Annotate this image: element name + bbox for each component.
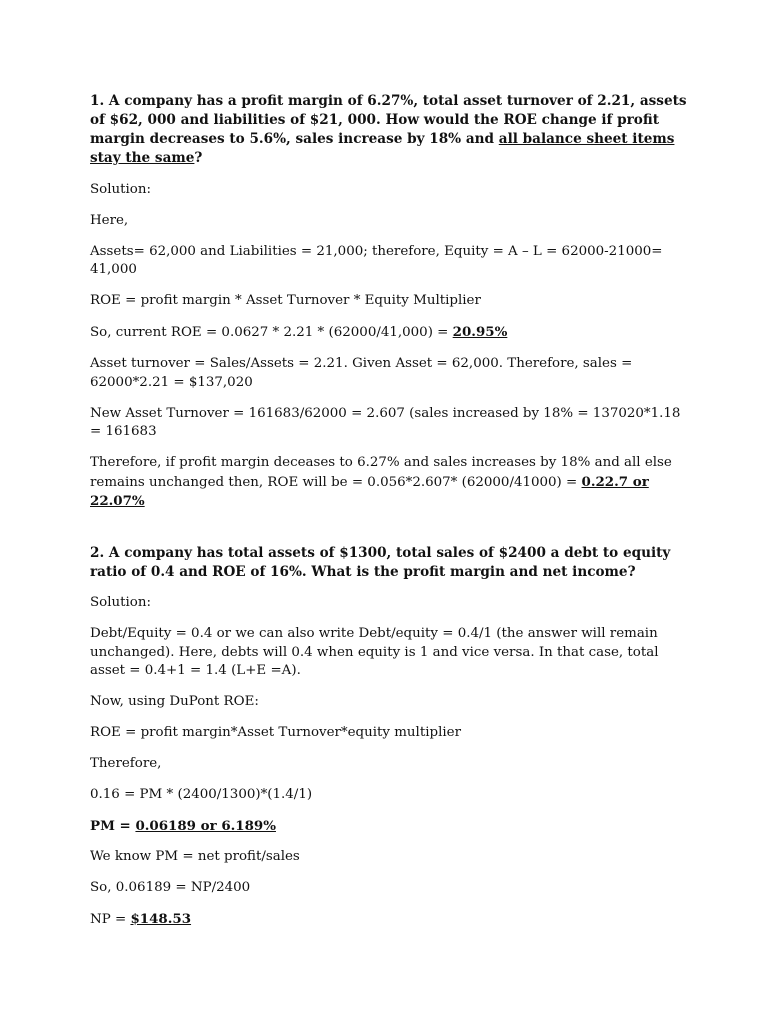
dupont-line: Now, using DuPont ROE: bbox=[90, 694, 259, 709]
roe-formula-2: ROE = profit margin*Asset Turnover*equity multiplier bbox=[90, 725, 461, 740]
np-answer: $148.53 bbox=[130, 911, 192, 927]
np-label: NP = bbox=[90, 912, 131, 927]
equity-line: Assets= 62,000 and Liabilities = 21,000; therefore, Equity = A – L = 62000-21000= 41,000 bbox=[90, 243, 663, 277]
current-roe-text: So, current ROE = 0.0627 * 2.21 * (62000/41,000) = bbox=[90, 325, 453, 340]
question-2: 2. A company has total assets of $1300, total sales of $2400 a debt to equity ratio of 0.4 and ROE of 16%. What is the profit margin and net income? bbox=[90, 544, 671, 580]
question-1-underlined: all balance sheet items stay the same bbox=[90, 131, 675, 166]
sales-line: Asset turnover = Sales/Assets = 2.21. Given Asset = 62,000. Therefore, sales = 62000*2.21 = $137,020 bbox=[90, 356, 633, 390]
conclusion-text: Therefore, if profit margin deceases to 6.27% and sales increases by 18% and all else remains unchanged then, ROE will be = 0.056*2.607* (62000/41000) = bbox=[90, 455, 672, 490]
question-1 bbox=[90, 92, 690, 168]
pm-definition-line: We know PM = net profit/sales bbox=[90, 849, 300, 864]
question-1-text: 1. A company has a profit margin of 6.27%, total asset turnover of 2.21, assets of $62, 000 and liabilities of $21, 000. How would the ROE change if profit margin decreases to 5.6%, sales increase by 18% and bbox=[90, 93, 687, 147]
document-page bbox=[90, 92, 690, 942]
roe-formula-1: ROE = profit margin * Asset Turnover * Equity Multiplier bbox=[90, 293, 481, 308]
question-1-end: ? bbox=[194, 150, 203, 166]
therefore-label: Therefore, bbox=[90, 756, 162, 771]
debt-equity-line: Debt/Equity = 0.4 or we can also write Debt/equity = 0.4/1 (the answer will remain unchanged). Here, debts will 0.4 when equity is 1 and vice versa. In that case, total asset = 0.4+1 = 1.4 (L+E =A). bbox=[90, 626, 659, 678]
np-line bbox=[90, 910, 690, 930]
here-label: Here, bbox=[90, 212, 129, 228]
solution-label-1: Solution: bbox=[90, 181, 152, 197]
solution-label-2: Solution: bbox=[90, 595, 152, 610]
np-equation-line: So, 0.06189 = NP/2400 bbox=[90, 880, 251, 895]
pm-line bbox=[90, 817, 690, 836]
conclusion-line bbox=[90, 454, 690, 512]
conclusion-answer: 0.22.7 or 22.07% bbox=[90, 473, 649, 509]
pm-answer: 0.06189 or 6.189% bbox=[135, 818, 276, 834]
pm-label: PM = bbox=[90, 818, 136, 834]
new-turnover-line: New Asset Turnover = 161683/62000 = 2.607 (sales increased by 18% = 137020*1.18 = 161683 bbox=[90, 405, 681, 439]
equation-line: 0.16 = PM * (2400/1300)*(1.4/1) bbox=[90, 787, 313, 802]
current-roe-line bbox=[90, 323, 690, 343]
current-roe-answer: 20.95% bbox=[452, 324, 508, 340]
